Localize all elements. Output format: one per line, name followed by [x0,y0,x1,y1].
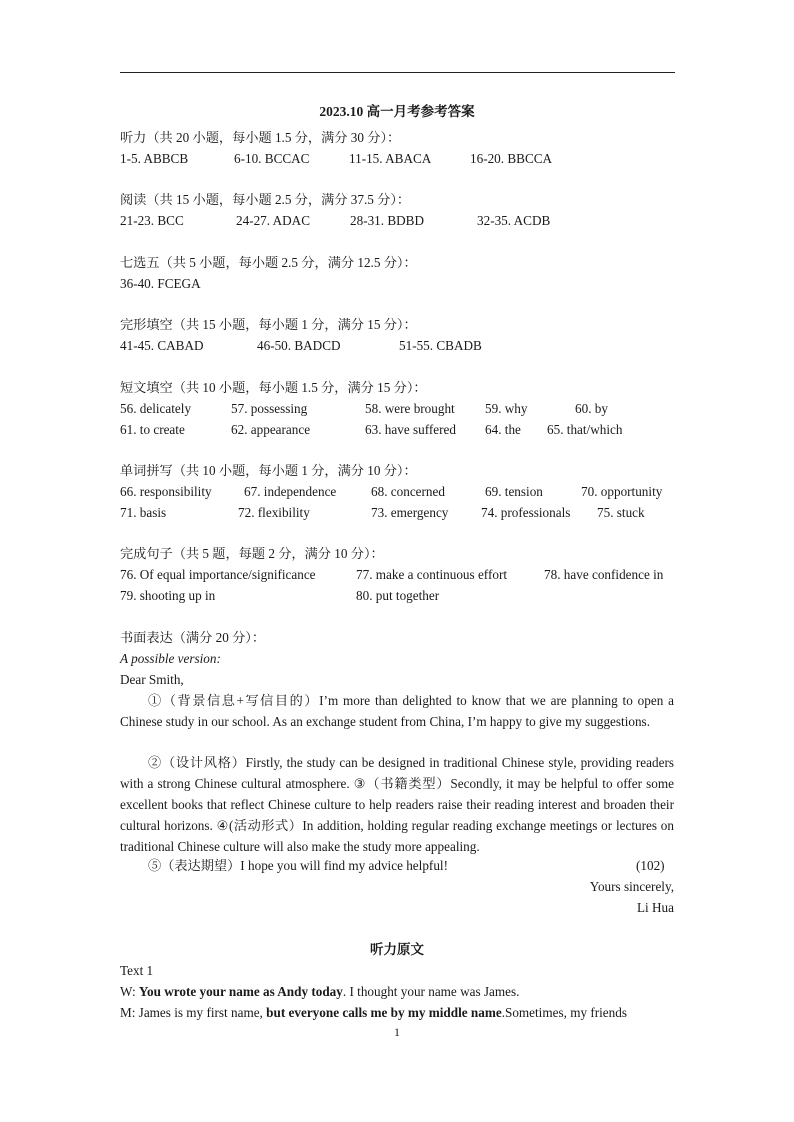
answer-item: 11-15. ABACA [349,151,432,166]
answer-item: 6-10. BCCAC [234,151,310,166]
answer-item: 80. put together [356,588,440,603]
answer-item: 78. have confidence in [544,567,664,582]
answer-item: 65. that/which [547,422,623,437]
listening-answers [120,149,674,169]
sentences-row-1 [120,565,674,585]
answer-item: 76. Of equal importance/significance [120,567,316,582]
cloze-heading: 完形填空（共 15 小题，每小题 1 分，满分 15 分）： [120,317,417,332]
speaker-prefix: W: [120,984,139,999]
answer-item: 1-5. ABBCB [120,151,189,166]
answer-item: 32-35. ACDB [477,213,551,228]
answer-item: 46-50. BADCD [257,338,341,353]
seven-choose-five-answers [120,274,674,294]
transcript-title: 听力原文 [370,942,424,957]
transcript-line-m [120,1002,674,1023]
line-text: .Sometimes, my friends [501,1005,627,1020]
answer-item: 56. delicately [120,401,192,416]
answer-item: 68. concerned [371,484,445,499]
answer-item: 77. make a continuous effort [356,567,508,582]
cloze-answers [120,336,674,356]
page-number: 1 [394,1025,400,1039]
spelling-row-1 [120,482,674,502]
answer-item: 21-23. BCC [120,213,184,228]
answer-item: 60. by [575,401,608,416]
answer-item: 66. responsibility [120,484,212,499]
word-count: (102) [636,858,665,873]
answer-item: 61. to create [120,422,185,437]
answer-item: 71. basis [120,505,167,520]
answer-item: 67. independence [244,484,337,499]
answer-item: 51-55. CBADB [399,338,482,353]
answer-item: 73. emergency [371,505,449,520]
transcript-text-label: Text 1 [120,963,154,978]
answer-item: 79. shooting up in [120,588,216,603]
answer-item: 72. flexibility [238,505,310,520]
spelling-heading: 单词拼写（共 10 小题，每小题 1 分，满分 10 分）： [120,463,417,478]
sentences-heading: 完成句子（共 5 题，每题 2 分，满分 10 分）： [120,546,384,561]
answer-item: 36-40. FCEGA [120,276,201,291]
answer-item: 63. have suffered [365,422,456,437]
letter-paragraph-1: ①（背景信息+写信目的）I’m more than delighted to know that we are planning to open a Chinese study in our school. As an exchange student from China, I’m happy to give my suggestions. [120,693,674,729]
letter-paragraph-2: ②（设计风格）Firstly, the study can be designed in traditional Chinese style, providing readers with a strong Chinese cultural atmosphere. ③（书籍类型）Secondly, it may be helpful to offer some excellent books that reflect Chinese culture to help readers raise their reading interest and broaden their cultural horizons. ④(活动形式）In addition, holding regular reading exchange meetings or lectures on traditional Chinese culture will also make the study more appealing. [120,755,674,854]
grammar-fill-row-2 [120,420,674,440]
grammar-fill-row-1 [120,399,674,419]
reading-answers [120,211,674,231]
highlighted-phrase: You wrote your name as Andy today [138,984,343,999]
letter-greeting: Dear Smith, [120,672,184,687]
answer-item: 16-20. BBCCA [470,151,553,166]
answer-item: 41-45. CABAD [120,338,204,353]
answer-item: 64. the [485,422,521,437]
answer-item: 57. possessing [231,401,308,416]
spelling-row-2 [120,503,674,523]
answer-item: 74. professionals [481,505,571,520]
letter-paragraph-3: ⑤（表达期望）I hope you will find my advice helpful! [148,858,448,873]
transcript-line-w [120,982,519,1002]
letter-closing: Yours sincerely, [589,879,674,894]
writing-heading: 书面表达（满分 20 分）： [120,630,266,645]
answer-item: 70. opportunity [581,484,663,499]
answer-item: 24-27. ADAC [236,213,310,228]
speaker-prefix: M: James is my first name, [120,1005,267,1020]
answer-item: 75. stuck [597,505,645,520]
answer-item: 62. appearance [231,422,311,437]
answer-item: 59. why [485,401,528,416]
line-text: . I thought your name was James. [342,984,520,999]
header-rule [120,72,675,73]
answer-item: 28-31. BDBD [350,213,424,228]
sentences-row-2 [120,586,674,606]
seven-choose-five-heading: 七选五（共 5 小题，每小题 2.5 分，满分 12.5 分）： [120,255,417,270]
reading-heading: 阅读（共 15 小题，每小题 2.5 分，满分 37.5 分）： [120,192,411,207]
letter-signature: Li Hua [637,900,674,915]
answer-item: 58. were brought [365,401,455,416]
answer-item: 69. tension [485,484,543,499]
grammar-fill-heading: 短文填空（共 10 小题，每小题 1.5 分，满分 15 分）： [120,380,427,395]
listening-heading: 听力（共 20 小题，每小题 1.5 分，满分 30 分）： [120,130,401,145]
page-title: 2023.10 高一月考参考答案 [319,104,475,119]
highlighted-phrase: but everyone calls me by my middle name [266,1005,502,1020]
version-label: A possible version: [120,651,221,666]
